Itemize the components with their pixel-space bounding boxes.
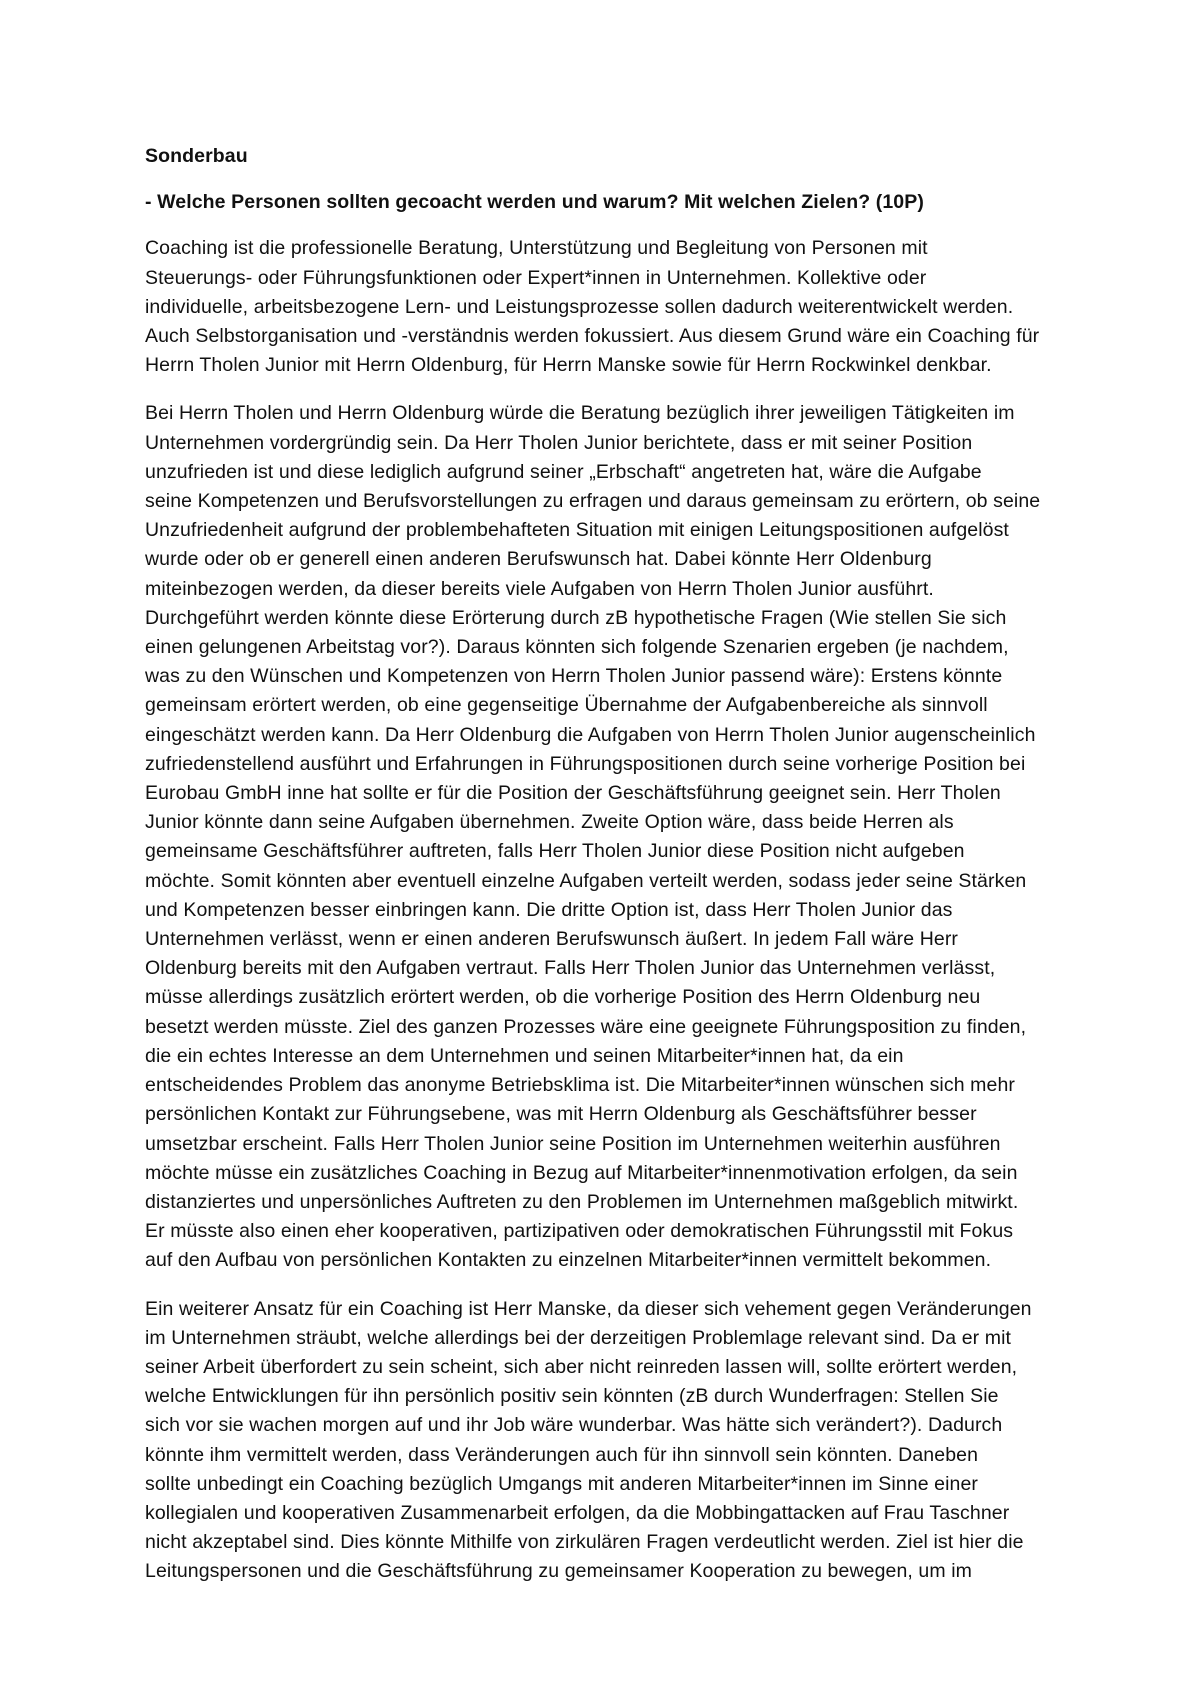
text-line: Durchgeführt werden könnte diese Erörterung durch zB hypothetische Fragen (Wie stellen Sie sich <box>145 606 1007 629</box>
text-line: seiner Arbeit überfordert zu sein scheint, sich aber nicht reinreden lassen will, sollte erörtert werden, <box>145 1355 1018 1378</box>
text-line: Auch Selbstorganisation und -verständnis werden fokussiert. Aus diesem Grund wäre ein Coaching für <box>145 325 1040 348</box>
paragraph-manske <box>145 1295 1075 1587</box>
text-line: umsetzbar erscheint. Falls Herr Tholen Junior seine Position im Unternehmen weiterhin ausführen <box>145 1132 1001 1155</box>
text-line: einen gelungenen Arbeitstag vor?). Daraus könnten sich folgende Szenarien ergeben (je nachdem, <box>145 636 1009 659</box>
text-line: welche Entwicklungen für ihn persönlich positiv sein könnten (zB durch Wunderfragen: Stellen Sie <box>145 1385 999 1408</box>
text-line: gemeinsam erörtert werden, ob eine gegenseitige Übernahme der Aufgabenbereiche als sinnvoll <box>145 694 988 717</box>
text-line: wurde oder ob er generell einen anderen Berufswunsch hat. Dabei könnte Herr Oldenburg <box>145 548 932 571</box>
text-line: Eurobau GmbH inne hat sollte er für die Position der Geschäftsführung geeignet sein. Herr Tholen <box>145 782 1001 805</box>
text-line: nicht akzeptabel sind. Dies könnte Mithilfe von zirkulären Fragen verdeutlicht werden. Ziel ist hier die <box>145 1531 1024 1554</box>
text-line: auf den Aufbau von persönlichen Kontakten zu einzelnen Mitarbeiter*innen vermittelt bekommen. <box>145 1249 992 1272</box>
text-line: zufriedenstellend ausführt und Erfahrungen in Führungspositionen durch seine vorherige Position bei <box>145 752 1026 775</box>
text-line: Junior könnte dann seine Aufgaben übernehmen. Zweite Option wäre, dass beide Herren als <box>145 811 954 834</box>
text-line: sich vor sie wachen morgen auf und ihr Job wäre wunderbar. Was hätte sich verändert?). Dadurch <box>145 1414 1003 1437</box>
text-line: Unternehmen vordergründig sein. Da Herr Tholen Junior berichtete, dass er mit seiner Position <box>145 431 973 454</box>
text-line: möchte. Somit könnten aber eventuell einzelne Aufgaben verteilt werden, sodass jeder seine Stärken <box>145 869 1027 892</box>
text-line: Unzufriedenheit aufgrund der problembehafteten Situation mit einigen Leitungspositionen aufgelöst <box>145 519 1009 542</box>
text-line: unzufrieden ist und diese lediglich aufgrund seiner „Erbschaft“ angetreten hat, wäre die Aufgabe <box>145 460 982 483</box>
text-line: die ein echtes Interesse an dem Unternehmen und seinen Mitarbeiter*innen hat, da ein <box>145 1044 904 1067</box>
text-line: Er müsste also einen eher kooperativen, partizipativen oder demokratischen Führungsstil mit Fokus <box>145 1220 1014 1243</box>
paragraph-coaching-definition <box>145 234 1075 380</box>
text-line: im Unternehmen sträubt, welche allerdings bei der derzeitigen Problemlage relevant sind. Da er mit <box>145 1326 1012 1349</box>
text-line: möchte müsse ein zusätzliches Coaching in Bezug auf Mitarbeiter*innenmotivation erfolgen, da sein <box>145 1161 1018 1184</box>
text-line: Unternehmen verlässt, wenn er einen anderen Berufswunsch äußert. In jedem Fall wäre Herr <box>145 928 959 951</box>
text-line: Steuerungs- oder Führungsfunktionen oder Expert*innen in Unternehmen. Kollektive oder <box>145 266 927 289</box>
text-line: miteinbezogen werden, da dieser bereits viele Aufgaben von Herrn Tholen Junior ausführt. <box>145 577 934 600</box>
text-line: sollte unbedingt ein Coaching bezüglich Umgangs mit anderen Mitarbeiter*innen im Sinne einer <box>145 1472 979 1495</box>
text-line: entscheidendes Problem das anonyme Betriebsklima ist. Die Mitarbeiter*innen wünschen sich mehr <box>145 1074 1015 1097</box>
text-line: Herrn Tholen Junior mit Herrn Oldenburg, für Herrn Manske sowie für Herrn Rockwinkel denkbar. <box>145 354 992 377</box>
text-line: individuelle, arbeitsbezogene Lern- und Leistungsprozesse sollen dadurch weiterentwickelt werden. <box>145 295 1014 318</box>
text-line: seine Kompetenzen und Berufsvorstellungen zu erfragen und daraus gemeinsam zu erörtern, ob seine <box>145 490 1041 513</box>
text-line: was zu den Wünschen und Kompetenzen von Herrn Tholen Junior passend wäre): Erstens könnte <box>145 665 1003 688</box>
document-body <box>145 142 1075 1606</box>
text-line: Coaching ist die professionelle Beratung, Unterstützung und Begleitung von Personen mit <box>145 237 928 260</box>
text-line: eingeschätzt werden kann. Da Herr Oldenburg die Aufgaben von Herrn Tholen Junior augenscheinlich <box>145 723 1036 746</box>
text-line: persönlichen Kontakt zur Führungsebene, was mit Herrn Oldenburg als Geschäftsführer besser <box>145 1103 977 1126</box>
paragraph-tholen-oldenburg <box>145 399 1075 1275</box>
document-title: Sonderbau <box>145 145 248 167</box>
text-line: Leitungspersonen und die Geschäftsführung zu gemeinsamer Kooperation zu bewegen, um im <box>145 1560 973 1583</box>
text-line: müsse allerdings zusätzlich erörtert werden, ob die vorherige Position des Herrn Oldenburg neu <box>145 986 981 1009</box>
question-heading: - Welche Personen sollten gecoacht werden und warum? Mit welchen Zielen? (10P) <box>145 191 924 214</box>
text-line: gemeinsame Geschäftsführer auftreten, falls Herr Tholen Junior diese Position nicht aufgeben <box>145 840 965 863</box>
text-line: und Kompetenzen besser einbringen kann. Die dritte Option ist, dass Herr Tholen Junior das <box>145 898 953 921</box>
text-line: distanziertes und unpersönliches Auftreten zu den Problemen im Unternehmen maßgeblich mitwirkt. <box>145 1190 1019 1213</box>
text-line: Oldenburg bereits mit den Aufgaben vertraut. Falls Herr Tholen Junior das Unternehmen verlässt, <box>145 957 996 980</box>
text-line: Ein weiterer Ansatz für ein Coaching ist Herr Manske, da dieser sich vehement gegen Veränderungen <box>145 1297 1032 1320</box>
text-line: könnte ihm vermittelt werden, dass Veränderungen auch für ihn sinnvoll sein könnten. Daneben <box>145 1443 979 1466</box>
text-line: Bei Herrn Tholen und Herrn Oldenburg würde die Beratung bezüglich ihrer jeweiligen Tätigkeiten im <box>145 402 1015 425</box>
text-line: besetzt werden müsste. Ziel des ganzen Prozesses wäre eine geeignete Führungsposition zu finden, <box>145 1015 1027 1038</box>
text-line: kollegialen und kooperativen Zusammenarbeit erfolgen, da die Mobbingattacken auf Frau Taschner <box>145 1501 1010 1524</box>
